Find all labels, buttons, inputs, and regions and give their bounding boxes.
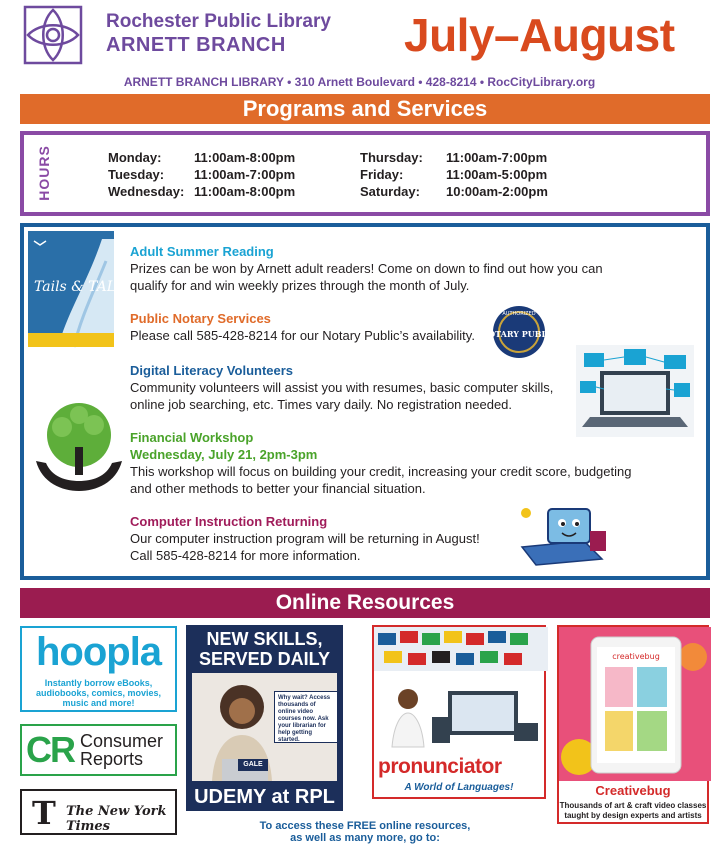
- hours-row: Wednesday: 11:00am-8:00pm: [108, 184, 296, 199]
- notary-seal-icon: [480, 305, 558, 359]
- program-text: Prizes can be won by Arnett adult readers! Come on down to find out how you can: [130, 261, 603, 276]
- svg-text:AUTHORIZED: AUTHORIZED: [502, 311, 536, 317]
- nyt-logo: T: [32, 794, 56, 832]
- svg-text:creativebug: creativebug: [612, 652, 660, 661]
- pronunciator-resource[interactable]: [372, 625, 546, 799]
- laptop-illustration-icon: [576, 345, 694, 437]
- creativebug-title: Creativebug: [595, 783, 671, 798]
- program-notary: [130, 310, 475, 344]
- branch-name: ARNETT BRANCH: [106, 34, 286, 56]
- hours-left-column: [108, 149, 295, 200]
- months-title: July–August: [404, 9, 675, 61]
- program-title: Computer Instruction Returning: [130, 514, 328, 529]
- program-date: Wednesday, July 21, 2pm-3pm: [130, 447, 318, 462]
- program-title: Adult Summer Reading: [130, 244, 274, 259]
- program-title: Digital Literacy Volunteers: [130, 363, 294, 378]
- programs-box: [20, 223, 710, 580]
- udemy-resource[interactable]: [186, 625, 343, 811]
- program-text: qualify for and win weekly prizes through the month of July.: [130, 278, 470, 293]
- online-section-title: Online Resources: [20, 588, 710, 618]
- program-financial-workshop: [130, 429, 631, 497]
- hours-row: Saturday: 10:00am-2:00pm: [360, 184, 548, 199]
- svg-text:NOTARY PUBLIC: NOTARY PUBLIC: [480, 329, 558, 339]
- program-text: Our computer instruction program will be returning in August!: [130, 531, 480, 546]
- access-instructions: To access these FREE online resources, as well as many more, go to:: [259, 820, 471, 844]
- program-text: and other methods to better your financial situation.: [130, 481, 426, 496]
- creativebug-resource[interactable]: [557, 625, 709, 824]
- program-text: Community volunteers will assist you with resumes, basic computer skills,: [130, 380, 554, 395]
- udemy-footer: UDEMY at RPL: [194, 786, 335, 808]
- program-computer-instruction: [130, 513, 480, 564]
- hours-label: HOURS: [36, 145, 52, 201]
- cartoon-computer-icon: [518, 503, 610, 569]
- udemy-bubble-text: Why wait? Access thousands of online video courses now. Ask your librarian for help getting started.: [274, 691, 338, 743]
- library-logo-icon: [22, 4, 84, 66]
- hours-box: [20, 131, 710, 216]
- hours-row: Thursday: 11:00am-7:00pm: [360, 150, 548, 165]
- consumer-reports-name: Consumer Reports: [80, 731, 164, 769]
- nyt-name: The New York Times: [66, 804, 167, 834]
- program-text: online job searching, etc. Times vary daily. No registration needed.: [130, 397, 513, 412]
- tablet-crafts-icon: [559, 627, 711, 781]
- program-text: Call 585-428-8214 for more information.: [130, 548, 361, 563]
- hoopla-resource[interactable]: [20, 626, 177, 712]
- hoopla-description: Instantly borrow eBooks, audiobooks, comics, movies, music and more!: [35, 678, 162, 708]
- udemy-headline: NEW SKILLS, SERVED DAILY: [198, 629, 331, 669]
- branch-address: ARNETT BRANCH LIBRARY • 310 Arnett Boulevard • 428-8214 • RocCityLibrary.org: [123, 75, 596, 89]
- hours-row: Friday: 11:00am-5:00pm: [360, 167, 548, 182]
- hours-row: Tuesday: 11:00am-7:00pm: [108, 167, 296, 182]
- library-name: Rochester Public Library: [106, 11, 331, 32]
- program-adult-summer-reading: [130, 243, 603, 294]
- program-title: Public Notary Services: [130, 311, 271, 326]
- consumer-reports-resource[interactable]: [20, 724, 177, 776]
- hoopla-logo: hoopla: [35, 630, 162, 674]
- tails-tales-reading-icon: [28, 231, 136, 347]
- flags-devices-icon: [374, 627, 548, 755]
- gale-logo: GALE: [238, 759, 268, 771]
- nyt-resource[interactable]: [20, 789, 177, 835]
- consumer-reports-logo: CR: [26, 729, 74, 770]
- hours-row: Monday: 11:00am-8:00pm: [108, 150, 296, 165]
- pronunciator-tagline: A World of Languages!: [404, 782, 514, 793]
- pronunciator-logo: pronunciator: [378, 755, 502, 778]
- creativebug-description: Thousands of art & craft video classes taught by design experts and artists: [559, 801, 707, 820]
- program-digital-literacy: [130, 362, 553, 413]
- svg-text:Tails & TALES: Tails & TALES: [34, 279, 136, 295]
- program-text: This workshop will focus on building your credit, increasing your credit score, budgeting: [130, 464, 632, 479]
- program-title: Financial Workshop: [130, 430, 254, 445]
- financial-tree-icon: [32, 399, 126, 497]
- program-text: Please call 585-428-8214 for our Notary Public’s availability.: [130, 328, 475, 343]
- hours-right-column: [360, 149, 548, 200]
- programs-section-title: Programs and Services: [20, 94, 710, 124]
